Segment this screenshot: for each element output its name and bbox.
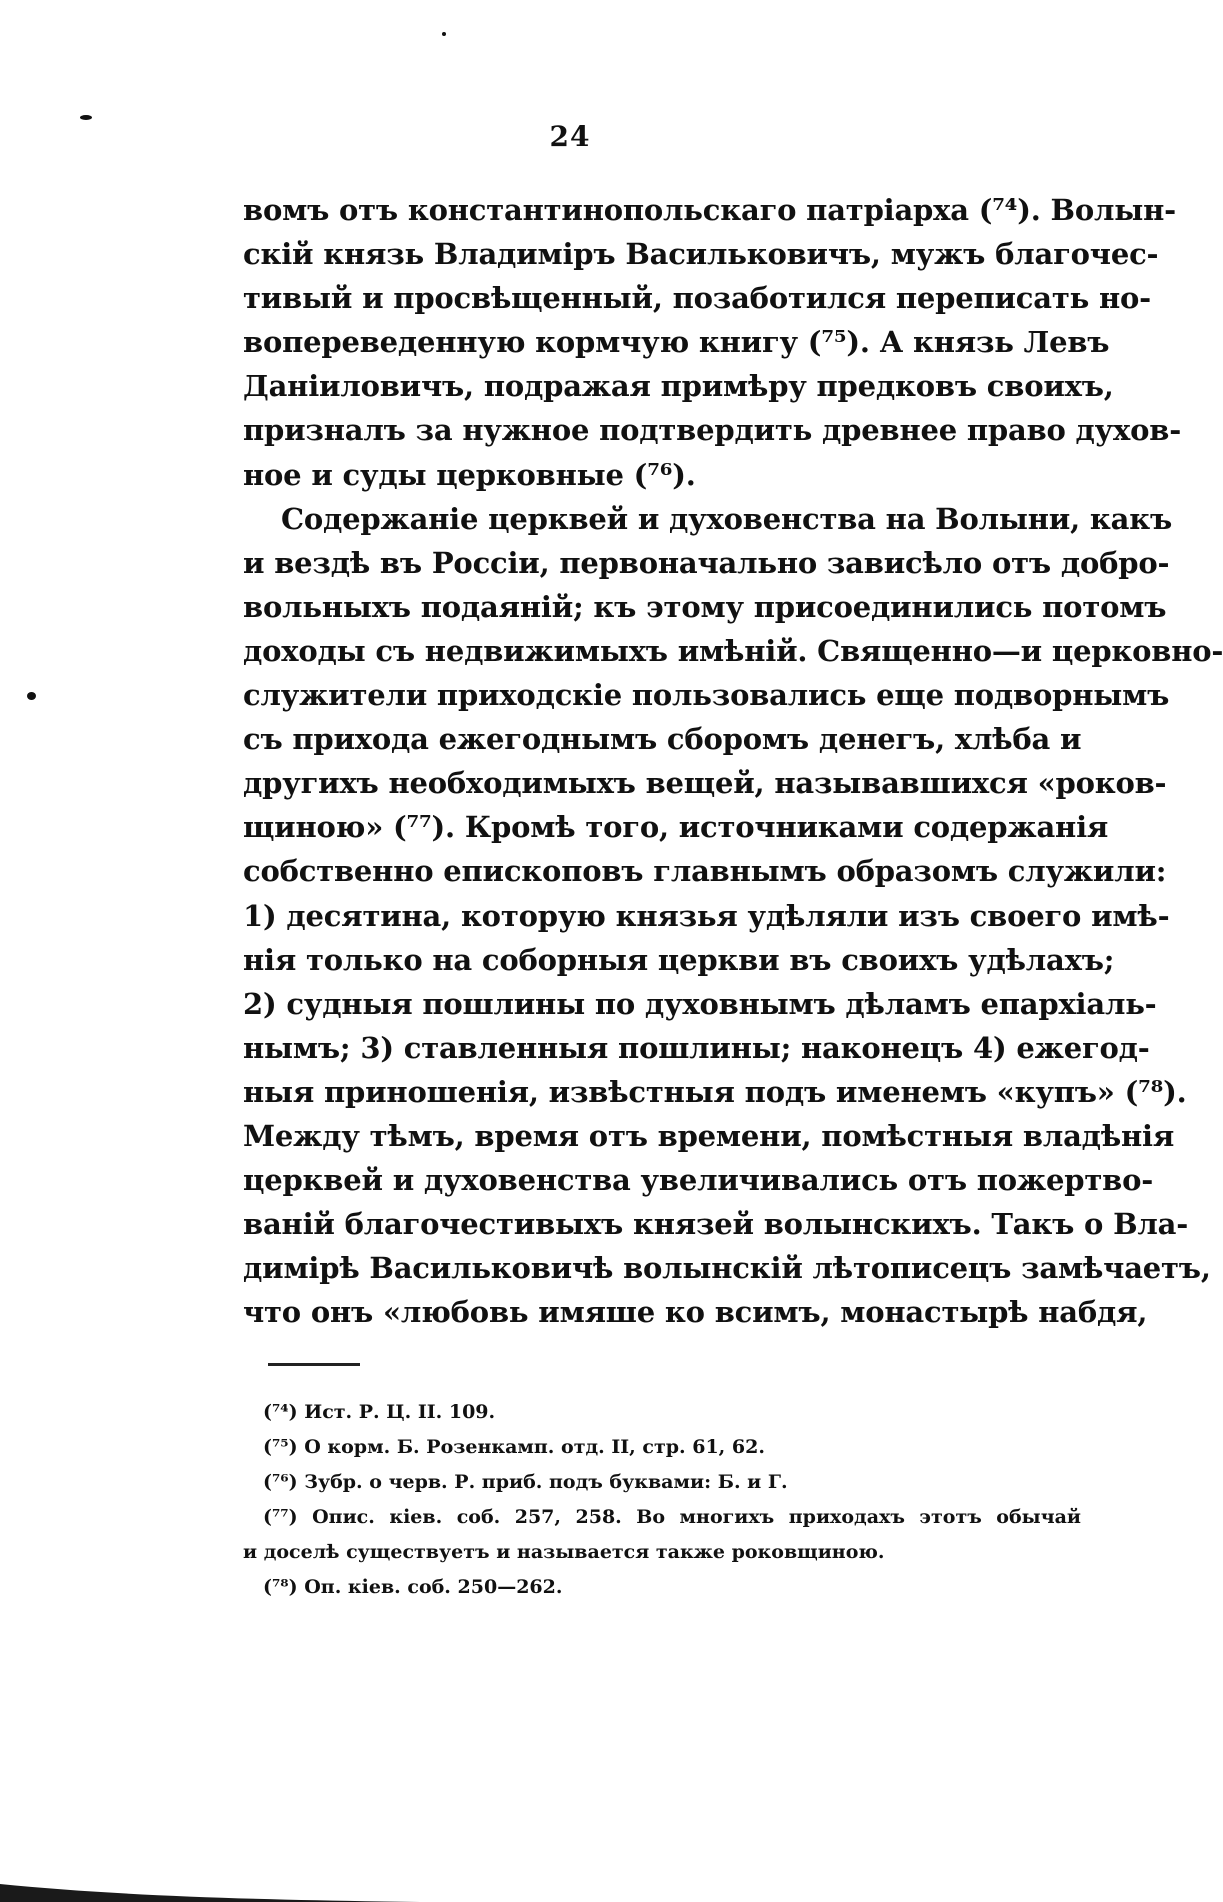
- body-text: [243, 188, 1223, 1334]
- scan-speck: [27, 692, 36, 700]
- footnote: (⁷⁵) О корм. Б. Розенкамп. отд. II, стр. 61, 62.: [263, 1436, 765, 1458]
- text-line: димірѣ Васильковичѣ волынскій лѣтописецъ замѣчаетъ,: [243, 1251, 1211, 1286]
- footnote-separator: [268, 1363, 360, 1366]
- text-line: нія только на соборныя церкви въ своихъ удѣлахъ;: [243, 942, 1115, 977]
- footnotes: [243, 1395, 1081, 1605]
- text-line: что онъ «любовь имяше ко всимъ, монастырѣ набдя,: [243, 1295, 1148, 1330]
- text-line: и вездѣ въ Россіи, первоначально зависѣло отъ добро-: [243, 545, 1170, 580]
- text-line: церквей и духовенства увеличивались отъ пожертво-: [243, 1163, 1154, 1198]
- text-line: Между тѣмъ, время отъ времени, помѣстныя владѣнія: [243, 1118, 1175, 1153]
- text-line: вольныхъ подаяній; къ этому присоединились потомъ: [243, 589, 1167, 624]
- footnote: (⁷⁷) Опис. кіев. соб. 257, 258. Во многихъ приходахъ этотъ обычай: [263, 1506, 1081, 1528]
- text-line: ваній благочестивыхъ князей волынскихъ. Такъ о Вла-: [243, 1207, 1189, 1242]
- text-line: ное и суды церковные (⁷⁶).: [243, 457, 696, 492]
- scan-speck: [442, 32, 446, 36]
- text-line: 1) десятина, которую князья удѣляли изъ своего имѣ-: [243, 898, 1170, 933]
- footnote: (⁷⁸) Оп. кіев. соб. 250—262.: [263, 1576, 563, 1598]
- text-line: щиною» (⁷⁷). Кромѣ того, источниками содержанія: [243, 810, 1109, 845]
- text-line: ныя приношенія, извѣстныя подъ именемъ «купъ» (⁷⁸).: [243, 1074, 1187, 1109]
- paragraph-start-line: Содержаніе церквей и духовенства на Волыни, какъ: [281, 501, 1173, 536]
- text-line: скій князь Владиміръ Васильковичъ, мужъ благочес-: [243, 237, 1159, 272]
- text-line: собственно епископовъ главнымъ образомъ служили:: [243, 854, 1167, 889]
- text-line: 2) судныя пошлины по духовнымъ дѣламъ епархіаль-: [243, 986, 1157, 1021]
- text-line: съ прихода ежегоднымъ сборомъ денегъ, хлѣба и: [243, 722, 1082, 757]
- text-line: призналъ за нужное подтвердить древнее право духов-: [243, 413, 1182, 448]
- footnote-continuation: и доселѣ существуетъ и называется также роковщиною.: [243, 1541, 885, 1563]
- footnote: (⁷⁴) Ист. Р. Ц. II. 109.: [263, 1401, 496, 1423]
- text-line: нымъ; 3) ставленныя пошлины; наконецъ 4) ежегод-: [243, 1030, 1150, 1065]
- text-line: вопереведенную кормчую книгу (⁷⁵). А князь Левъ: [243, 325, 1110, 360]
- scan-edge: [0, 1862, 1140, 1902]
- text-line: другихъ необходимыхъ вещей, называвшихся «роков-: [243, 766, 1167, 801]
- text-line: Даніиловичъ, подражая примѣру предковъ своихъ,: [243, 369, 1114, 404]
- footnote: (⁷⁶) Зубр. о черв. Р. приб. подъ буквами: Б. и Г.: [263, 1471, 788, 1493]
- scan-speck: [80, 115, 92, 120]
- text-line: вомъ отъ константинопольскаго патріарха (⁷⁴). Волын-: [243, 193, 1176, 227]
- text-line: тивый и просвѣщенный, позаботился переписать но-: [243, 281, 1152, 316]
- text-line: служители приходскіе пользовались еще подворнымъ: [243, 678, 1170, 713]
- page-number: 24: [549, 120, 591, 153]
- text-line: доходы съ недвижимыхъ имѣній. Священно—и церковно-: [243, 633, 1223, 668]
